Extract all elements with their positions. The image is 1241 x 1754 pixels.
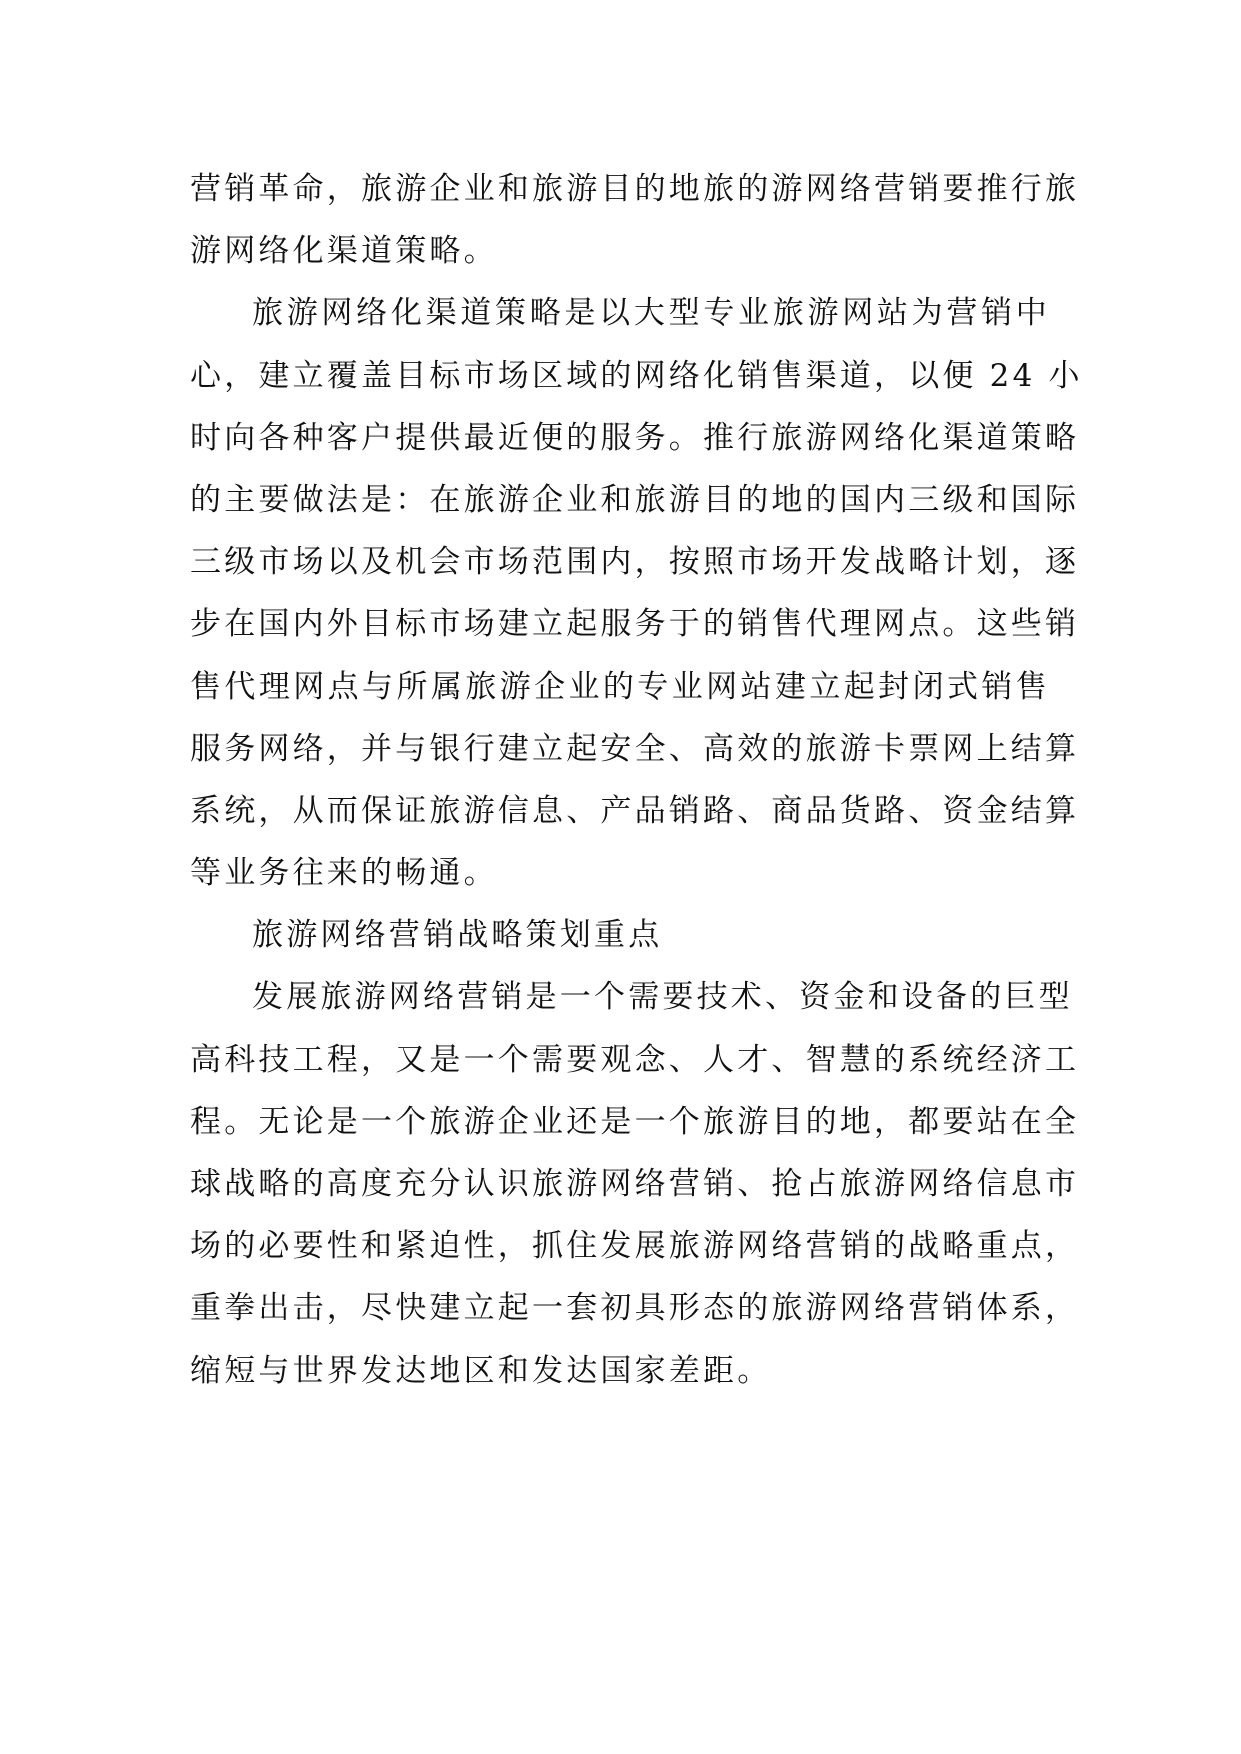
paragraph-continuation [190, 158, 1080, 282]
document-body [190, 158, 1083, 1402]
text-line: 时向各种客户提供最近便的服务。推行旅游网络化渠道策略 [190, 419, 1080, 456]
text-line: 游网络化渠道策略。 [190, 233, 498, 270]
paragraph-strategy-focus [190, 966, 1080, 1401]
text-line: 服务网络，并与银行建立起安全、高效的旅游卡票网上结算 [190, 730, 1080, 767]
text-line: 发展旅游网络营销是一个需要技术、资金和设备的巨型 [252, 979, 1073, 1016]
text-line: 旅游网络化渠道策略是以大型专业旅游网站为营销中 [252, 295, 1050, 332]
text-line: 售代理网点与所属旅游企业的专业网站建立起封闭式销售 [190, 668, 1050, 705]
text-line: 场的必要性和紧迫性，抓住发展旅游网络营销的战略重点， [190, 1228, 1080, 1265]
text-line: 高科技工程，又是一个需要观念、人才、智慧的系统经济工 [190, 1041, 1080, 1078]
text-line: 球战略的高度充分认识旅游网络营销、抢占旅游网络信息市 [190, 1166, 1080, 1202]
section-heading [190, 904, 1050, 966]
text-line: 重拳出击，尽快建立起一套初具形态的旅游网络营销体系， [190, 1290, 1080, 1327]
paragraph-channel-strategy [190, 282, 1083, 904]
text-line: 系统，从而保证旅游信息、产品销路、商品货路、资金结算 [190, 792, 1080, 829]
text-line: 三级市场以及机会市场范围内，按照市场开发战略计划，逐 [190, 544, 1080, 581]
text-line: 的主要做法是：在旅游企业和旅游目的地的国内三级和国际 [190, 481, 1080, 518]
text-line: 营销革命，旅游企业和旅游目的地旅的游网络营销要推行旅 [190, 171, 1080, 207]
text-line: 缩短与世界发达地区和发达国家差距。 [190, 1352, 772, 1389]
text-line: 等业务往来的畅通。 [190, 855, 498, 892]
text-line: 步在国内外目标市场建立起服务于的销售代理网点。这些销 [190, 606, 1080, 643]
text-line: 程。无论是一个旅游企业还是一个旅游目的地，都要站在全 [190, 1103, 1080, 1140]
heading-line: 旅游网络营销战略策划重点 [252, 917, 663, 954]
text-line: 心，建立覆盖目标市场区域的网络化销售渠道，以便 24 小 [190, 357, 1083, 394]
